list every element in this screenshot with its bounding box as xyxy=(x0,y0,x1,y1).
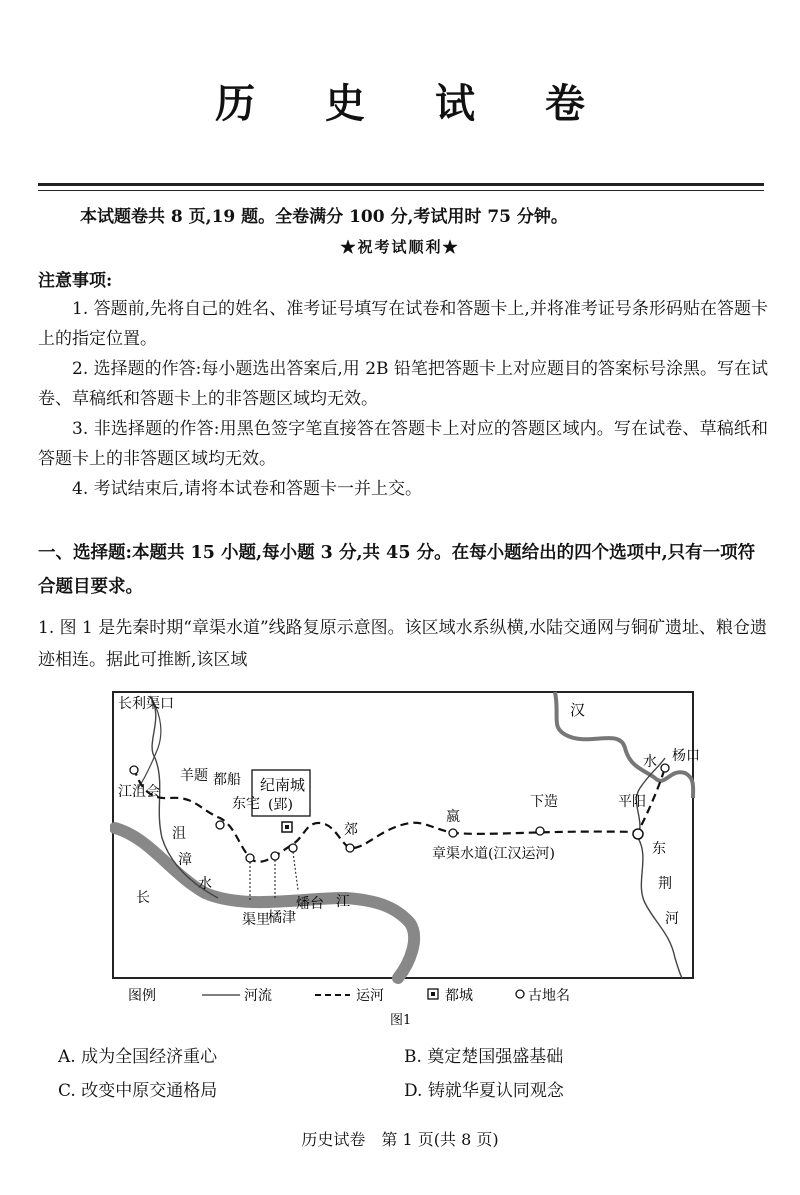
label-xiazao: 下造 xyxy=(530,794,558,810)
label-jujin: 橘津 xyxy=(268,910,296,926)
label-ju: 沮 xyxy=(172,826,186,842)
legend-site: 古地名 xyxy=(528,988,570,1004)
label-fantai: 燔台 xyxy=(296,896,324,912)
page-title: 历 史 试 卷 xyxy=(215,80,613,127)
section-heading: 一、选择题:本题共 15 小题,每小题 3 分,共 45 分。在每小题给出的四个选项中,只有一项符合题目要求。 xyxy=(38,543,756,597)
label-ying: 郊 xyxy=(344,822,358,838)
site-yingsite xyxy=(449,829,457,837)
legend-site-icon xyxy=(516,990,524,998)
label-dong: 东 xyxy=(652,841,666,857)
site-changli xyxy=(130,766,138,774)
site-xiazao xyxy=(536,827,544,835)
notice-item: 2. 选择题的作答:每小题选出答案后,用 2B 铅笔把答题卡上对应题目的答案标号涂黑。写在试卷、草稿纸和答题卡上的非答题区域均无效。 xyxy=(38,359,768,409)
label-quli: 渠里 xyxy=(242,912,270,928)
label-canal: 章渠水道(江汉运河) xyxy=(432,846,555,862)
label-jing: 荆 xyxy=(658,876,672,892)
site-quli xyxy=(246,854,254,862)
label-changli: 长利渠口 xyxy=(118,696,174,712)
notice-item: 4. 考试结束后,请将本试卷和答题卡一并上交。 xyxy=(72,479,423,499)
header-rule-thin xyxy=(38,190,764,191)
label-yangti: 羊题 xyxy=(180,768,208,784)
label-chang: 长 xyxy=(136,890,150,906)
option-a[interactable]: A. 成为全国经济重心 xyxy=(58,1047,218,1067)
label-yingsite: 嬴 xyxy=(446,809,460,825)
label-jiang: 江 xyxy=(336,894,350,910)
legend-title: 图例 xyxy=(128,988,156,1004)
question-1-stem: 1. 图 1 是先秦时期“章渠水道”线路复原示意图。该区域水系纵横,水陆交通网与铜矿遗址、粮仓遗迹相连。据此可推断,该区域 xyxy=(38,618,768,670)
figure-caption: 图1 xyxy=(390,1013,412,1028)
label-jiang-ju-hui: 江沮会 xyxy=(118,784,160,800)
notice-item: 3. 非选择题的作答:用黑色签字笔直接答在答题卡上对应的答题区域内。写在试卷、草稿纸和答题卡上的非答题区域均无效。 xyxy=(38,419,768,469)
yangtze-river xyxy=(115,828,414,978)
map-figure xyxy=(110,688,700,1033)
legend-capital: 都城 xyxy=(445,988,473,1004)
label-he: 河 xyxy=(665,911,679,927)
good-luck-line: ★祝考试顺利★ xyxy=(340,238,460,256)
site-ying xyxy=(346,844,354,852)
site-pingyang xyxy=(633,829,643,839)
exam-intro: 本试题卷共 8 页,19 题。全卷满分 100 分,考试用时 75 分钟。 xyxy=(80,207,568,227)
legend-canal: 运河 xyxy=(356,988,384,1004)
site-jujin xyxy=(271,852,279,860)
option-b[interactable]: B. 奠定楚国强盛基础 xyxy=(404,1047,564,1067)
label-city-name: 纪南城 xyxy=(260,776,306,794)
notice-item: 1. 答题前,先将自己的姓名、准考证号填写在试卷和答题卡上,并将准考证号条形码贴在答题卡上的指定位置。 xyxy=(38,299,768,349)
label-yangkou: 杨口 xyxy=(672,748,700,764)
label-city-sub: (郢) xyxy=(268,797,293,813)
dongjing-river xyxy=(638,838,682,978)
option-d[interactable]: D. 铸就华夏认同观念 xyxy=(404,1081,564,1101)
site-dongzhai xyxy=(216,821,224,829)
site-fantai xyxy=(289,844,297,852)
label-han-shui: 水 xyxy=(643,754,657,770)
label-zhang: 漳 xyxy=(178,852,192,868)
label-han: 汉 xyxy=(570,701,586,719)
option-c[interactable]: C. 改变中原交通格局 xyxy=(58,1081,218,1101)
notice-heading: 注意事项: xyxy=(38,271,113,291)
label-pingyang: 平阳 xyxy=(618,794,646,810)
label-dongzhai: 东宅 xyxy=(232,796,260,812)
header-rule xyxy=(38,183,764,186)
label-duchuan: 都船 xyxy=(213,772,241,788)
legend-river: 河流 xyxy=(244,988,272,1004)
label-shui: 水 xyxy=(198,876,212,892)
map-frame xyxy=(113,692,693,978)
page-footer: 历史试卷 第 1 页(共 8 页) xyxy=(301,1130,499,1149)
site-yangkou xyxy=(661,764,669,772)
